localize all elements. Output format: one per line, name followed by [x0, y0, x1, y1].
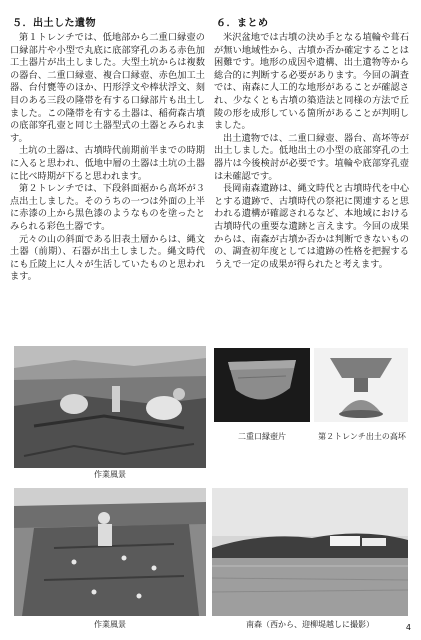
paragraph: 長岡南森遺跡は、縄文時代と古墳時代を中心とする遺跡で、古墳時代の祭祀に関連すると思われる遺構が確認されるなど、本地域における古墳時代の重要な遺跡と言えます。今回の成果からは、南森が古墳か否かは判断できないものの、調査初年度としては遺跡の性格を把握するうえで一定の成果が得られたと考えます。: [214, 183, 409, 270]
section-heading-summary: ６．まとめ: [216, 18, 269, 29]
photo-excavation-work-2: [14, 488, 206, 616]
photo-minamimori-landscape: [212, 488, 408, 616]
section-summary: [214, 14, 409, 271]
paragraph: 第２トレンチでは、下段斜面裾から高坏が３点出土しました。そのうちの一つは外面の上半に赤漆の上から黒色漆のようなものを塗ったとみられる彩色土器です。: [10, 183, 205, 232]
caption-photo2: 作業風景: [94, 620, 126, 629]
paragraph: 米沢盆地では古墳の決め手となる埴輪や葺石が無い地域性から、古墳か否か確定することは困難です。地形の成因や遺構、出土遺物等から総合的に判断する必要があります。今回の調査では、南森に人工的な地形があることが確認され、少なくとも古墳の築造法と同様の方法で丘陵の形を成形している箇所があることが判明しました。: [214, 32, 409, 132]
page-number: 4: [405, 623, 411, 632]
photo-double-rim-sherd: [214, 348, 310, 422]
caption-photo1: 作業風景: [94, 470, 126, 479]
paragraph: 元々の山の斜面である旧表土層からは、縄文土器（前期）、石器が出土しました。縄文時代にも丘陵上に人々が生活していたものと思われます。: [10, 233, 205, 283]
section-findings: [10, 14, 205, 284]
caption-vessel: 第２トレンチ出土の高坏: [318, 432, 406, 441]
paragraph: 土坑の土器は、古墳時代前期前半までの時期に入ると思われ、低地中層の土器は土坑の土器に比べ時期が下ると思われます。: [10, 145, 205, 182]
section-heading-findings: ５．出土した遺物: [12, 18, 96, 29]
paragraph: 第１トレンチでは、低地部から二重口縁壺の口縁部片や小型で丸底に底部穿孔のある赤色加工土器片が出土しました。大型土坑からは複数の器台、二重口縁壺、複合口縁壺、赤色加工土器、台付甕等のほか、円形浮文や棒状浮文、刻目のある三段の隆帯を有する口縁部片も出土しました。この隆帯を有する土器は、稲荷森古墳の底部穿孔壺と同じ土器型式の土器とみられます。: [10, 32, 205, 144]
photo-excavation-work-1: [14, 346, 206, 468]
paragraph: 出土遺物では、二重口縁壺、器台、高坏等が出土しました。低地出土の小型の底部穿孔の土器片は今後検討が必要です。埴輪や底部穿孔壺は未確認です。: [214, 132, 409, 182]
caption-sherd: 二重口縁壺片: [238, 432, 286, 441]
caption-landscape: 南森（西から、迎柳堤越しに撮影）: [246, 620, 374, 629]
photo-pedestal-cup: [314, 348, 408, 422]
